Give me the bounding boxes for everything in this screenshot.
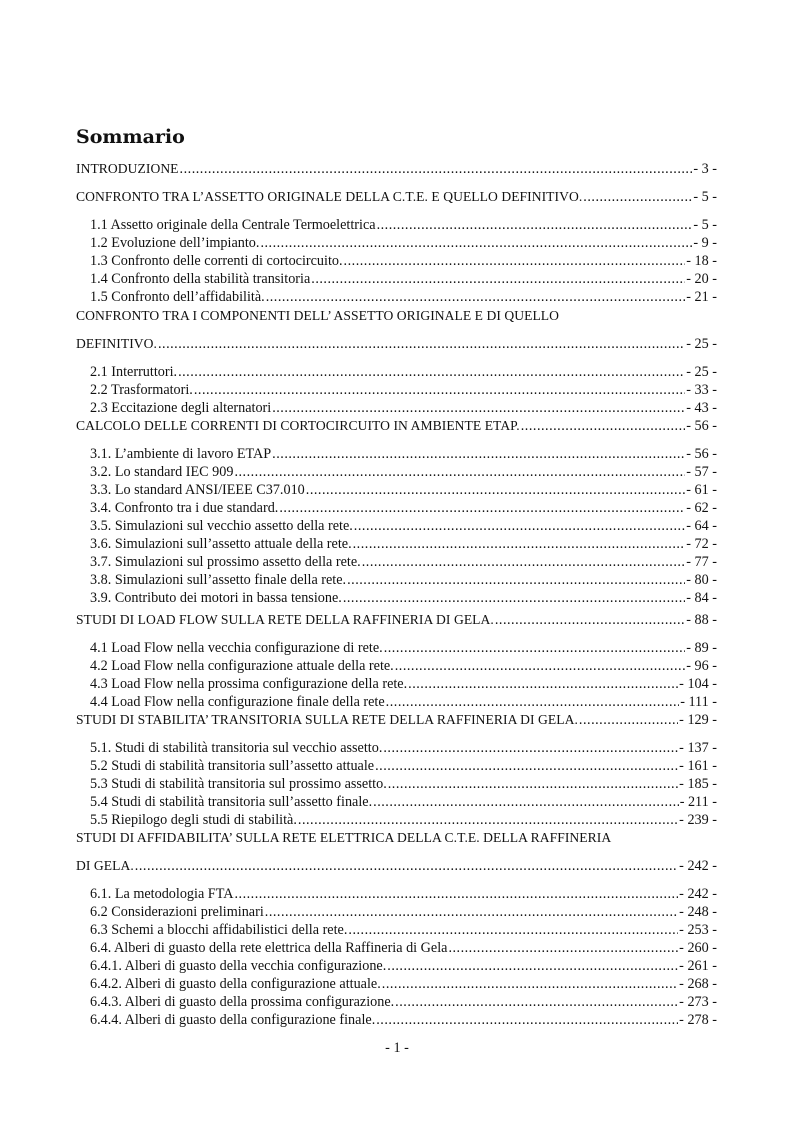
- toc-chapter-entry[interactable]: [76, 335, 717, 353]
- toc-entry-page: - 248 -: [679, 904, 717, 920]
- toc-entry-page: - 211 -: [679, 794, 717, 810]
- toc-dot-leader: [373, 793, 679, 811]
- toc-entry-label: 4.3 Load Flow nella prossima configurazione della rete.: [90, 676, 408, 692]
- toc-dot-leader: [135, 857, 678, 875]
- toc-entry-label: DEFINITIVO.: [76, 336, 157, 351]
- toc-dot-leader: [354, 517, 685, 535]
- toc-entry-page: - 25 -: [686, 364, 717, 380]
- toc-entry-label: 1.2 Evoluzione dell’impianto.: [90, 235, 260, 251]
- toc-chapter-entry[interactable]: [76, 857, 717, 875]
- toc-section-entry[interactable]: [90, 811, 717, 829]
- toc-section-entry[interactable]: [90, 775, 717, 793]
- toc-dot-leader: [382, 975, 678, 993]
- toc-entry-page: - 33 -: [686, 382, 717, 398]
- toc-dot-leader: [234, 463, 685, 481]
- toc-entry-page: - 25 -: [686, 336, 717, 352]
- toc-entry-label: 3.3. Lo standard ANSI/IEEE C37.010: [90, 482, 305, 498]
- toc-section-entry[interactable]: [90, 571, 717, 589]
- toc-dot-leader: [384, 639, 686, 657]
- toc-dot-leader: [377, 216, 693, 234]
- toc-entry-label: 6.2 Considerazioni preliminari: [90, 904, 264, 920]
- toc-entry-page: - 185 -: [679, 776, 717, 792]
- toc-entry-page: - 5 -: [693, 189, 717, 205]
- toc-section-entry[interactable]: [90, 270, 717, 288]
- toc-dot-leader: [344, 252, 686, 270]
- toc-section-entry[interactable]: [90, 757, 717, 775]
- toc-entry-label: 1.5 Confronto dell’affidabilità.: [90, 289, 265, 305]
- page-title: Sommario: [76, 126, 185, 148]
- toc-section-entry[interactable]: [90, 234, 717, 252]
- toc-dot-leader: [234, 885, 678, 903]
- page-number: - 1 -: [385, 1040, 409, 1056]
- toc-entry-label: 4.4 Load Flow nella configurazione finale della rete: [90, 694, 385, 710]
- toc-entry-label: 5.5 Riepilogo degli studi di stabilità.: [90, 812, 297, 828]
- toc-dot-leader: [311, 270, 685, 288]
- toc-entry-label: 5.4 Studi di stabilità transitoria sull’assetto finale.: [90, 794, 373, 810]
- toc-chapter-entry[interactable]: [76, 160, 717, 178]
- toc-section-entry[interactable]: [90, 216, 717, 234]
- toc-entry-page: - 88 -: [686, 612, 717, 628]
- toc-entry-page: - 43 -: [686, 400, 717, 416]
- toc-dot-leader: [495, 611, 685, 629]
- toc-dot-leader: [306, 481, 686, 499]
- toc-entry-page: - 260 -: [679, 940, 717, 956]
- toc-dot-leader: [395, 993, 678, 1011]
- toc-entry-page: - 268 -: [679, 976, 717, 992]
- toc-entry-label: 6.1. La metodologia FTA: [90, 886, 234, 902]
- toc-entry-page: - 56 -: [686, 446, 717, 462]
- toc-entry-label: 6.3 Schemi a blocchi affidabilistici della rete.: [90, 922, 348, 938]
- toc-entry-page: - 20 -: [686, 271, 717, 287]
- toc-section-entry[interactable]: [90, 793, 717, 811]
- toc-dot-leader: [376, 1011, 678, 1029]
- toc-dot-leader: [265, 903, 678, 921]
- toc-entry-label: 1.3 Confronto delle correnti di cortocircuito.: [90, 253, 343, 269]
- toc-dot-leader: [383, 739, 678, 757]
- toc-entry-page: - 80 -: [686, 572, 717, 588]
- toc-section-entry[interactable]: [90, 885, 717, 903]
- toc-entry-page: - 239 -: [679, 812, 717, 828]
- toc-section-entry[interactable]: [90, 675, 717, 693]
- toc-entry-page: - 5 -: [693, 217, 717, 233]
- toc-entry-page: - 273 -: [679, 994, 717, 1010]
- toc-section-entry[interactable]: [90, 921, 717, 939]
- toc-entry-label: 2.1 Interruttori.: [90, 364, 178, 380]
- toc-dot-leader: [408, 675, 678, 693]
- toc-entry-page: - 129 -: [679, 712, 717, 728]
- toc-dot-leader: [362, 553, 686, 571]
- toc-entry-label: 1.1 Assetto originale della Centrale Termoelettrica: [90, 217, 376, 233]
- toc-section-entry[interactable]: [90, 381, 717, 399]
- toc-dot-leader: [448, 939, 678, 957]
- toc-entry-label: 1.4 Confronto della stabilità transitoria: [90, 271, 311, 287]
- toc-dot-leader: [521, 417, 686, 435]
- toc-entry-label: 3.8. Simulazioni sull’assetto finale della rete.: [90, 572, 347, 588]
- toc-chapter-entry[interactable]: [76, 611, 717, 629]
- toc-section-entry[interactable]: [90, 657, 717, 675]
- toc-section-entry[interactable]: [90, 975, 717, 993]
- toc-section-entry[interactable]: [90, 499, 717, 517]
- toc-entry-label: 5.3 Studi di stabilità transitoria sul prossimo assetto.: [90, 776, 387, 792]
- toc-section-entry[interactable]: [90, 957, 717, 975]
- toc-dot-leader: [194, 381, 685, 399]
- toc-section-entry[interactable]: [90, 739, 717, 757]
- toc-entry-page: - 18 -: [686, 253, 717, 269]
- toc-entry-label: 4.1 Load Flow nella vecchia configurazione di rete.: [90, 640, 383, 656]
- toc-entry-page: - 84 -: [686, 590, 717, 606]
- toc-section-entry[interactable]: [90, 363, 717, 381]
- toc-dot-leader: [180, 160, 693, 178]
- toc-section-entry[interactable]: [90, 399, 717, 417]
- toc-entry-page: - 242 -: [679, 886, 717, 902]
- toc-entry-page: - 61 -: [686, 482, 717, 498]
- toc-section-entry[interactable]: [90, 252, 717, 270]
- toc-dot-leader: [158, 335, 685, 353]
- toc-dot-leader: [279, 499, 685, 517]
- toc-dot-leader: [298, 811, 678, 829]
- toc-entry-page: - 3 -: [693, 161, 717, 177]
- toc-entry-label: 5.1. Studi di stabilità transitoria sul vecchio assetto.: [90, 740, 383, 756]
- toc-dot-leader: [386, 693, 680, 711]
- toc-dot-leader: [343, 589, 685, 607]
- toc-section-entry[interactable]: [90, 463, 717, 481]
- toc-entry-label: CONFRONTO TRA I COMPONENTI DELL’ ASSETTO ORIGINALE E DI QUELLO: [76, 308, 560, 323]
- toc-section-entry[interactable]: [90, 589, 717, 607]
- toc-entry-page: - 161 -: [679, 758, 717, 774]
- toc-chapter-entry[interactable]: [76, 417, 717, 435]
- toc-entry-label: 6.4.2. Alberi di guasto della configurazione attuale.: [90, 976, 381, 992]
- toc-entry-page: - 242 -: [679, 858, 717, 874]
- toc-entry-page: - 77 -: [686, 554, 717, 570]
- toc-entry-label: 3.2. Lo standard IEC 909: [90, 464, 234, 480]
- toc-dot-leader: [395, 657, 686, 675]
- toc-entry-page: - 9 -: [693, 235, 717, 251]
- toc-section-entry[interactable]: [90, 639, 717, 657]
- toc-section-entry[interactable]: [90, 517, 717, 535]
- toc-dot-leader: [387, 957, 678, 975]
- toc-dot-leader: [266, 288, 686, 306]
- toc-entry-label: 3.6. Simulazioni sull’assetto attuale della rete.: [90, 536, 352, 552]
- toc-entry-label: 5.2 Studi di stabilità transitoria sull’assetto attuale: [90, 758, 375, 774]
- toc-entry-label: DI GELA.: [76, 858, 134, 873]
- toc-dot-leader: [375, 757, 678, 775]
- toc-dot-leader: [583, 188, 692, 206]
- toc-entry-label: CONFRONTO TRA L’ASSETTO ORIGINALE DELLA C.T.E. E QUELLO DEFINITIVO.: [76, 189, 583, 204]
- toc-chapter-entry[interactable]: [76, 188, 717, 206]
- toc-entry-page: - 72 -: [686, 536, 717, 552]
- toc-entry-page: - 57 -: [686, 464, 717, 480]
- toc-dot-leader: [178, 363, 685, 381]
- toc-entry-page: - 253 -: [679, 922, 717, 938]
- toc-entry-label: 3.9. Contributo dei motori in bassa tensione.: [90, 590, 342, 606]
- toc-section-entry[interactable]: [90, 445, 717, 463]
- toc-entry-page: - 21 -: [686, 289, 717, 305]
- toc-entry-page: - 89 -: [686, 640, 717, 656]
- toc-section-entry[interactable]: [90, 535, 717, 553]
- toc-entry-page: - 56 -: [686, 418, 717, 434]
- toc-entry-label: STUDI DI AFFIDABILITA’ SULLA RETE ELETTRICA DELLA C.T.E. DELLA RAFFINERIA: [76, 830, 612, 845]
- toc-entry-label: 3.5. Simulazioni sul vecchio assetto della rete.: [90, 518, 353, 534]
- toc-entry-page: - 64 -: [686, 518, 717, 534]
- toc-entry-page: - 62 -: [686, 500, 717, 516]
- toc-entry-page: - 278 -: [679, 1012, 717, 1028]
- toc-dot-leader: [388, 775, 678, 793]
- toc-dot-leader: [272, 445, 685, 463]
- toc-entry-label: 6.4.4. Alberi di guasto della configurazione finale.: [90, 1012, 376, 1028]
- toc-entry-label: 3.4. Confronto tra i due standard.: [90, 500, 279, 516]
- toc-entry-label: 3.1. L’ambiente di lavoro ETAP: [90, 446, 272, 462]
- toc-section-entry[interactable]: [90, 288, 717, 306]
- toc-entry-label: 6.4.1. Alberi di guasto della vecchia configurazione.: [90, 958, 387, 974]
- toc-chapter-entry[interactable]: [76, 829, 717, 847]
- toc-dot-leader: [353, 535, 686, 553]
- toc-section-entry[interactable]: [90, 1011, 717, 1029]
- toc-dot-leader: [260, 234, 692, 252]
- toc-entry-page: - 111 -: [680, 694, 717, 710]
- toc-entry-label: 6.4.3. Alberi di guasto della prossima configurazione.: [90, 994, 395, 1010]
- toc-entry-label: 4.2 Load Flow nella configurazione attuale della rete.: [90, 658, 394, 674]
- toc-chapter-entry[interactable]: [76, 711, 717, 729]
- toc-entry-label: 6.4. Alberi di guasto della rete elettrica della Raffineria di Gela: [90, 940, 448, 956]
- toc-entry-label: STUDI DI LOAD FLOW SULLA RETE DELLA RAFFINERIA DI GELA.: [76, 612, 494, 627]
- toc-entry-label: INTRODUZIONE: [76, 161, 179, 176]
- toc-chapter-entry[interactable]: [76, 307, 717, 325]
- toc-section-entry[interactable]: [90, 553, 717, 571]
- toc-entry-page: - 261 -: [679, 958, 717, 974]
- toc-section-entry[interactable]: [90, 993, 717, 1011]
- toc-entry-page: - 104 -: [679, 676, 717, 692]
- toc-section-entry[interactable]: [90, 693, 717, 711]
- toc-entry-label: 3.7. Simulazioni sul prossimo assetto della rete.: [90, 554, 361, 570]
- toc-section-entry[interactable]: [90, 939, 717, 957]
- toc-section-entry[interactable]: [90, 481, 717, 499]
- toc-dot-leader: [272, 399, 685, 417]
- toc-entry-page: - 96 -: [686, 658, 717, 674]
- toc-section-entry[interactable]: [90, 903, 717, 921]
- toc-entry-page: - 137 -: [679, 740, 717, 756]
- toc-entry-label: STUDI DI STABILITA’ TRANSITORIA SULLA RETE DELLA RAFFINERIA DI GELA.: [76, 712, 578, 727]
- toc-entry-label: CALCOLO DELLE CORRENTI DI CORTOCIRCUITO IN AMBIENTE ETAP.: [76, 418, 520, 433]
- toc-dot-leader: [348, 921, 678, 939]
- toc-dot-leader: [579, 711, 678, 729]
- toc-entry-label: 2.2 Trasformatori.: [90, 382, 193, 398]
- toc-dot-leader: [347, 571, 685, 589]
- toc-entry-label: 2.3 Eccitazione degli alternatori: [90, 400, 272, 416]
